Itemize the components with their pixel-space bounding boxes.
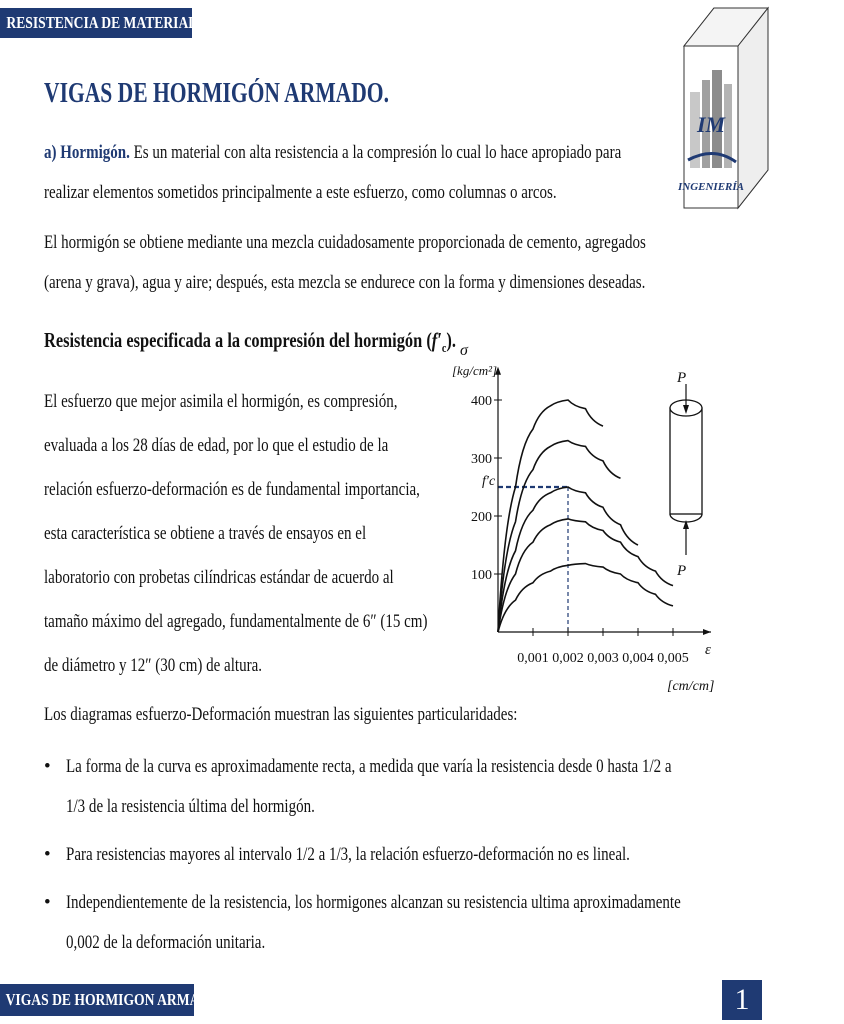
load-label-bottom: P: [677, 563, 687, 579]
section-a-line2: realizar elementos sometidos principalmente a este esfuerzo, como columnas o arcos.: [44, 182, 557, 203]
body-line: esta característica se obtiene a través de ensayos en el: [44, 523, 367, 544]
body-line: El esfuerzo que mejor asimila el hormigón, es compresión,: [44, 391, 398, 412]
y-axis-unit: [kg/cm²]: [452, 362, 498, 378]
paragraph2-line2: (arena y grava), agua y aire; después, esta mezcla se endurece con la forma y dimensiones deseadas.: [44, 272, 646, 293]
x-axis-unit: [cm/cm]: [667, 679, 715, 694]
body-line: laboratorio con probetas cilíndricas estándar de acuerdo al: [44, 567, 394, 588]
logo-caption: INGENIERÍA: [677, 181, 745, 193]
stress-strain-chart: [448, 330, 748, 700]
diagrams-intro: Los diagramas esfuerzo-Deformación muestran las siguientes particularidades:: [44, 704, 518, 725]
footer-tag: [0, 984, 220, 1016]
specimen-body: [670, 408, 702, 514]
section-subheading: Resistencia especificada a la compresión del hormigón $(f'_c)$.: [44, 328, 456, 356]
y-tick-label: 400: [471, 394, 492, 409]
stress-strain-curve: [498, 519, 673, 632]
page-number: 1: [722, 980, 762, 1020]
body-line: de diámetro y 12″ (30 cm) de altura.: [44, 655, 262, 676]
stress-strain-curve: [498, 564, 673, 632]
x-tick-label: 0,001: [517, 651, 549, 666]
x-tick-label: 0,003: [587, 651, 619, 666]
body-line: tamaño máximo del agregado, fundamentalmente de 6″ (15 cm): [44, 611, 428, 632]
page-title: VIGAS DE HORMIGÓN ARMADO.: [44, 78, 389, 109]
body-line: evaluada a los 28 días de edad, por lo que el estudio de la: [44, 435, 389, 456]
x-axis-arrow: [703, 629, 711, 635]
stress-strain-curve: [498, 400, 603, 632]
header-tag-label: RESISTENCIA DE MATERIALES: [6, 13, 214, 32]
section-a-line1: a) Hormigón. Es un material con alta resistencia a la compresión lo cual lo hace apropiado para: [44, 142, 622, 163]
section-a-label: a) Hormigón.: [44, 142, 130, 163]
x-tick-label: 0,002: [552, 651, 584, 666]
bullet-dot: •: [44, 892, 51, 913]
x-tick-label: 0,005: [657, 651, 689, 666]
x-tick-label: 0,004: [622, 651, 654, 666]
bullet-dot: •: [44, 844, 51, 865]
paragraph2-line1: El hormigón se obtiene mediante una mezcla cuidadosamente proporcionada de cemento, agregados: [44, 232, 646, 253]
x-axis-symbol: ε: [705, 642, 711, 658]
bullet-dot: •: [44, 756, 51, 777]
y-tick-label: 100: [471, 568, 492, 583]
y-tick-label: 300: [471, 452, 492, 467]
fc-label: f′c: [482, 474, 496, 489]
load-label-top: P: [677, 370, 687, 386]
logo-letters: IM: [696, 112, 726, 137]
stress-strain-curve: [498, 441, 621, 632]
header-tag: [0, 8, 214, 38]
body-line: relación esfuerzo-deformación es de fundamental importancia,: [44, 479, 420, 500]
footer-tag-label: VIGAS DE HORMIGON ARMADO: [5, 990, 220, 1009]
y-tick-label: 200: [471, 510, 492, 525]
y-axis-symbol: σ: [460, 341, 468, 359]
